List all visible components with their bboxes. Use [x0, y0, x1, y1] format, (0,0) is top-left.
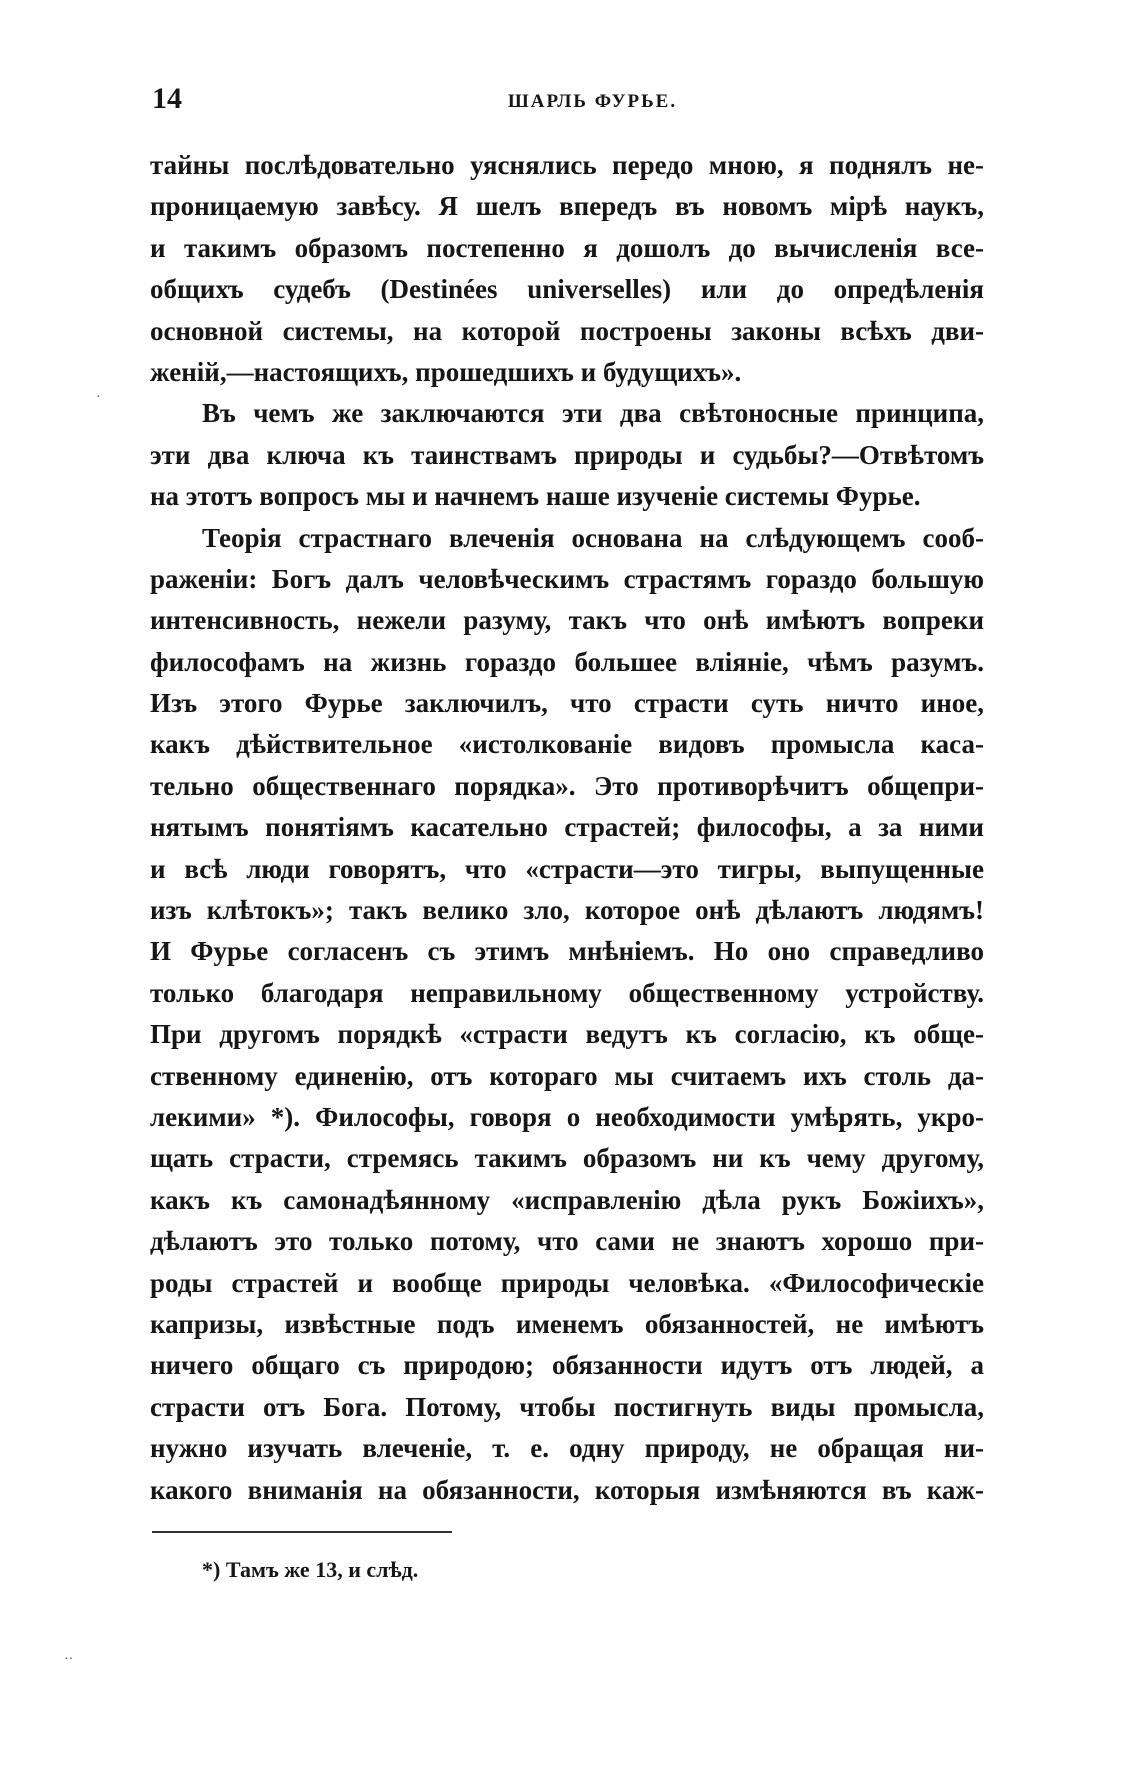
text-line: тельно общественнаго порядка». Это противорѣчитъ общепри- — [150, 770, 984, 801]
text-line: Въ чемъ же заключаются эти два свѣтоносные принципа, — [202, 398, 984, 429]
text-line: раженіи: Богъ далъ человѣческимъ страстямъ гораздо большую — [150, 563, 984, 594]
text-line: только благодаря неправильному общественному устройству. — [150, 977, 984, 1008]
text-line: и всѣ люди говорятъ, что «страсти—это тигры, выпущенные — [150, 853, 984, 884]
paragraph-3 — [150, 518, 984, 1511]
text-line: общихъ судебъ (Destinées universelles) или до опредѣленія — [150, 274, 984, 305]
text-line: тайны послѣдовательно уяснялись передо мною, я поднялъ не- — [150, 150, 984, 180]
text-line: какъ дѣйствительное «истолкованіе видовъ промысла каса- — [150, 729, 984, 760]
text-line: основной системы, на которой построены законы всѣхъ дви- — [150, 315, 984, 346]
text-line: страсти отъ Бога. Потому, чтобы постигнуть виды промысла, — [150, 1391, 984, 1422]
paragraph-2 — [150, 393, 984, 517]
page-number: 14 — [152, 82, 182, 115]
footnote: *) Тамъ же 13, и слѣд. — [202, 1557, 419, 1582]
text-line: проницаемую завѣсу. Я шелъ впередъ въ новомъ мірѣ наукъ, — [150, 191, 984, 222]
text-line: дѣлаютъ это только потому, что сами не знаютъ хорошо при- — [150, 1226, 984, 1257]
text-line: лекими» *). Философы, говоря о необходимости умѣрять, укро- — [150, 1101, 984, 1132]
footnote-divider — [152, 1531, 452, 1533]
text-line: нужно изучать влеченіе, т. е. одну природу, не обращая ни- — [150, 1433, 984, 1464]
scan-speck: · — [96, 390, 101, 405]
text-line: роды страстей и вообще природы человѣка. «Философическіе — [150, 1267, 984, 1298]
text-line: капризы, извѣстные подъ именемъ обязанностей, не имѣютъ — [150, 1308, 984, 1339]
text-line: изъ клѣтокъ»; такъ велико зло, которое онѣ дѣлаютъ людямъ! — [150, 895, 984, 926]
text-line: ственному единенію, отъ котораго мы считаемъ ихъ столь да- — [150, 1060, 984, 1091]
text-line: и такимъ образомъ постепенно я дошолъ до вычисленія все- — [150, 232, 984, 263]
text-line: При другомъ порядкѣ «страсти ведутъ къ согласію, къ обще- — [150, 1019, 984, 1050]
text-line: щать страсти, стремясь такимъ образомъ ни къ чему другому, — [150, 1143, 984, 1174]
text-line: какъ къ самонадѣянному «исправленію дѣла рукъ Божіихъ», — [150, 1184, 984, 1215]
text-line: на этотъ вопросъ мы и начнемъ наше изученіе системы Фурье. — [150, 481, 921, 512]
text-line: Теорія страстнаго влеченія основана на слѣдующемъ сооб- — [202, 522, 984, 553]
text-line: философамъ на жизнь гораздо большее вліяніе, чѣмъ разумъ. — [150, 646, 984, 677]
text-line: Изъ этого Фурье заключилъ, что страсти суть ничто иное, — [150, 688, 984, 719]
body-text — [150, 145, 984, 1511]
paragraph-1 — [150, 145, 984, 393]
text-line: женій,—настоящихъ, прошедшихъ и будущихъ». — [150, 356, 742, 387]
scan-speck: ·· — [64, 1652, 74, 1667]
running-head-title: ШАРЛЬ ФУРЬЕ. — [507, 91, 678, 112]
text-line: эти два ключа къ таинствамъ природы и судьбы?—Отвѣтомъ — [150, 439, 984, 470]
text-line: нятымъ понятіямъ касательно страстей; философы, а за ними — [150, 812, 984, 843]
text-line: интенсивность, нежели разуму, такъ что онѣ имѣютъ вопреки — [150, 605, 984, 636]
text-line: какого вниманія на обязанности, которыя измѣняются въ каж- — [150, 1474, 984, 1505]
text-line: И Фурье согласенъ съ этимъ мнѣніемъ. Но оно справедливо — [150, 936, 984, 967]
text-line: ничего общаго съ природою; обязанности идутъ отъ людей, а — [150, 1350, 984, 1381]
